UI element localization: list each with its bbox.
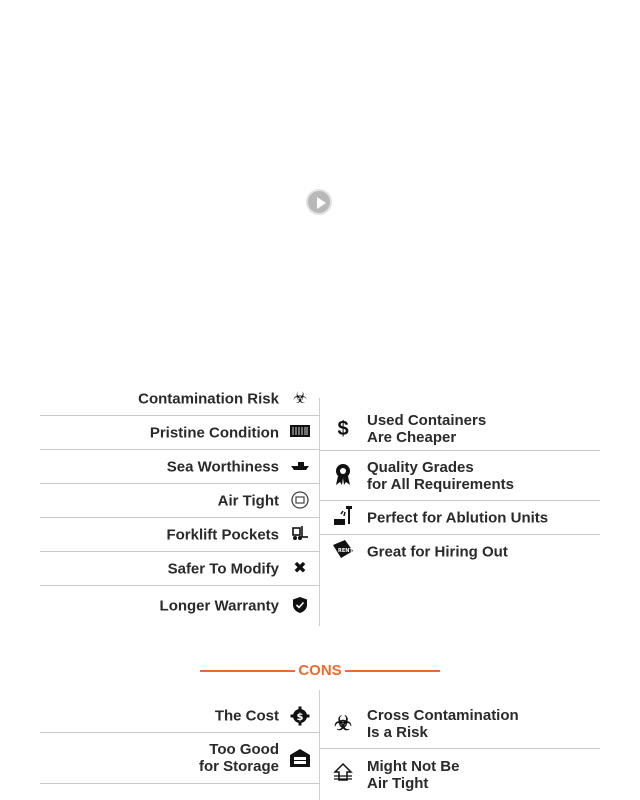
biohazard-icon: ☣ — [292, 390, 308, 407]
svg-text:RENT: RENT — [338, 547, 353, 554]
con-label: The Cost — [214, 707, 279, 724]
pro-item-used-containers-cheaper — [320, 408, 600, 451]
pro-label: Quality Grades for All Requirements — [367, 458, 514, 493]
pro-item-sea-worthiness — [40, 450, 319, 484]
pro-label: Forklift Pockets — [166, 526, 279, 543]
shower-icon — [330, 505, 356, 531]
tools-icon: ✖ — [293, 559, 307, 577]
pro-item-hiring-out — [320, 535, 600, 568]
pro-label: Sea Worthiness — [166, 458, 279, 475]
forklift-icon — [289, 525, 311, 545]
con-label: Might Not Be Air Tight — [367, 757, 460, 792]
pro-label: Longer Warranty — [159, 597, 279, 615]
pro-item-longer-warranty — [40, 586, 319, 626]
pro-label: Air Tight — [217, 492, 279, 509]
biohazard-icon: ☣ — [334, 712, 352, 735]
pro-label: Safer To Modify — [167, 560, 279, 577]
container-icon — [289, 423, 311, 443]
pro-label: Contamination Risk — [138, 390, 279, 408]
pro-item-forklift-pockets — [40, 518, 319, 552]
pro-item-ablution-units — [320, 501, 600, 535]
air-tight-icon — [289, 491, 311, 511]
dollar-icon: $ — [337, 418, 349, 440]
shield-icon — [289, 596, 311, 616]
pro-item-contamination-risk — [40, 383, 319, 416]
ship-icon — [289, 457, 311, 477]
warehouse-icon — [289, 748, 311, 768]
pro-item-air-tight — [40, 484, 319, 518]
pro-label: Great for Hiring Out — [367, 543, 508, 560]
svg-text:$: $ — [296, 711, 304, 723]
con-label: Too Good for Storage — [198, 741, 279, 775]
award-icon — [330, 463, 356, 489]
pro-item-quality-grades — [320, 451, 600, 501]
pro-label: Pristine Condition — [149, 424, 279, 441]
rent-tag-icon — [330, 539, 356, 565]
play-button[interactable] — [306, 189, 332, 215]
con-label: Cross Contamination Is a Risk — [367, 706, 519, 741]
con-item-cross-contamination — [320, 699, 600, 749]
con-item-the-cost — [40, 699, 319, 733]
cons-title: CONS — [200, 663, 440, 679]
pro-label: Perfect for Ablution Units — [367, 509, 549, 526]
video-player[interactable] — [0, 0, 640, 395]
pro-item-pristine-condition — [40, 416, 319, 450]
cost-gear-icon — [289, 706, 311, 726]
cons-header — [200, 663, 440, 679]
pro-label: Used Containers Are Cheaper — [367, 412, 487, 446]
leak-icon — [330, 762, 356, 788]
con-item-might-not-be-air-tight — [320, 749, 600, 800]
pro-item-safer-to-modify — [40, 552, 319, 586]
con-item-too-good-for-storage — [40, 733, 319, 784]
